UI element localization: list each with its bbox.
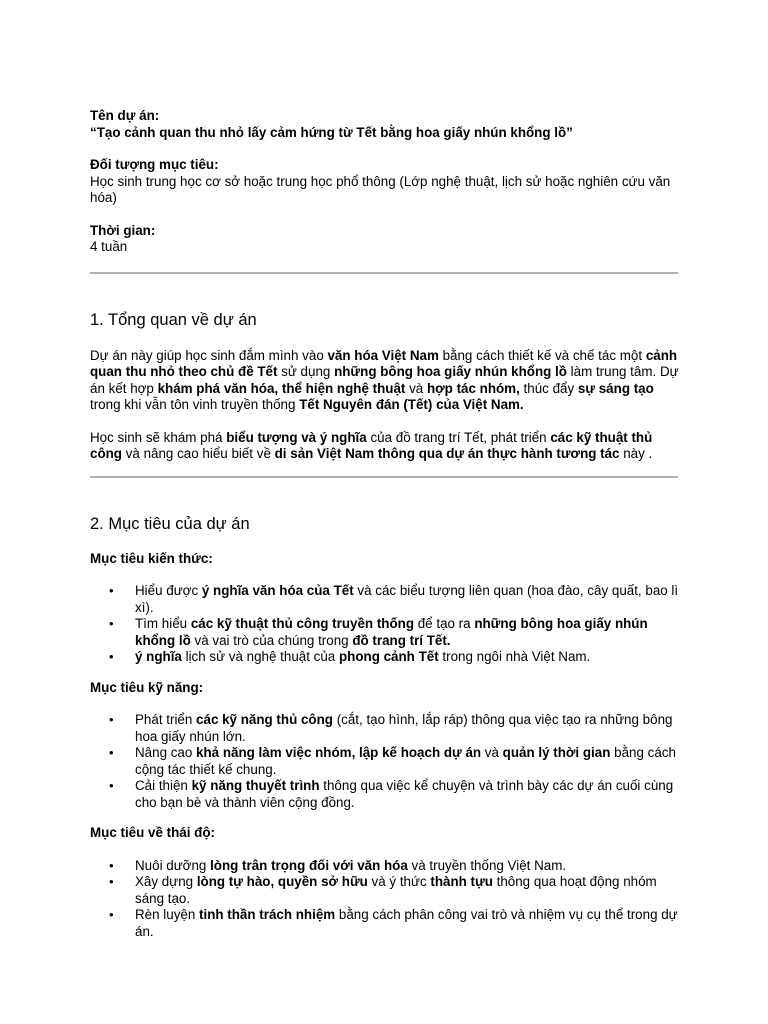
text-run: Hiểu được (135, 583, 202, 598)
bold-text: phong cảnh Tết (338, 649, 439, 664)
bold-text: những bông hoa giấy nhún khổng lồ (135, 616, 648, 648)
objectives-groups (90, 534, 680, 941)
bold-text: di sản Việt Nam thông qua dự án thực hành tương tác (274, 446, 620, 461)
bold-text: ý nghĩa văn hóa của Tết (201, 583, 354, 598)
bold-text: tinh thần trách nhiệm (199, 907, 336, 922)
section-1-paragraph-2 (90, 430, 680, 463)
text-run: thúc đẩy (519, 380, 578, 396)
bold-text: lòng trân trọng đối với văn hóa (210, 857, 408, 873)
bold-text: đồ trang trí Tết. (352, 632, 451, 648)
text-run: Phát triển (135, 712, 197, 727)
text-run: này . (619, 446, 653, 461)
bold-text: biểu tượng và ý nghĩa (226, 429, 367, 445)
bold-text: cảnh quan thu nhỏ theo chủ đề Tết (90, 347, 678, 379)
text-run: làm trung tâm. Dự án kết hợp (90, 364, 679, 396)
text-run: Dự án này giúp học sinh đắm mình vào (90, 347, 328, 363)
list-item (90, 712, 680, 745)
bold-text: sự sáng tạo (577, 380, 654, 396)
audience-label: Đối tượng mục tiêu: (90, 157, 219, 172)
duration-text: 4 tuần (90, 239, 128, 254)
text-run: bằng cách cộng tác thiết kế chung. (135, 745, 676, 777)
text-run: thông qua việc kể chuyện và trình bày các dự án cuối cùng cho bạn bè và thành viên cộng đồng. (135, 778, 674, 810)
bold-text: những bông hoa giấy nhún khổng lồ (334, 364, 567, 379)
objective-group-heading: Mục tiêu về thái độ: (90, 825, 215, 840)
text-run: Tìm hiểu (135, 616, 191, 631)
text-run: Cải thiện (135, 778, 192, 793)
document-page (90, 108, 680, 940)
bold-text: các kỹ thuật thủ công truyền thống (190, 616, 415, 631)
section-1-paragraph-1 (90, 348, 680, 414)
text-run: và (481, 745, 503, 760)
bold-text: văn hóa Việt Nam (327, 347, 439, 363)
text-run: và ý thức (367, 874, 431, 889)
bold-text: khám phá văn hóa, thể hiện nghệ thuật (157, 380, 406, 396)
text-run: và các biểu tượng liên quan (hoa đào, cây quất, bao lì xì). (135, 583, 679, 615)
list-item (90, 649, 680, 666)
section-2-title: 2. Mục tiêu của dự án (90, 514, 250, 533)
text-run: Học sinh sẽ khám phá (90, 429, 227, 445)
bold-text: các kỹ năng thủ công (196, 712, 333, 727)
audience-text: Học sinh trung học cơ sở hoặc trung học phổ thông (Lớp nghệ thuật, lịch sử hoặc nghiên cứu văn hóa) (90, 173, 671, 205)
objective-list (90, 583, 680, 666)
text-run: trong khi vẫn tôn vinh truyền thống (90, 397, 300, 412)
list-item (90, 583, 680, 616)
bold-text: khả năng làm việc nhóm, lập kế hoạch dự án (196, 745, 482, 760)
bold-text: các kỹ thuật thủ công (90, 429, 653, 461)
text-run: Nuôi dưỡng (135, 857, 211, 873)
bold-text: kỹ năng thuyết trình (191, 778, 320, 793)
text-run: Xây dựng (135, 874, 197, 889)
bold-text: Tết Nguyên đán (Tết) của Việt Nam. (299, 397, 524, 412)
duration-label: Thời gian: (90, 222, 156, 238)
list-item (90, 858, 680, 875)
text-run: và truyền thống Việt Nam. (407, 857, 567, 873)
project-name: “Tạo cảnh quan thu nhỏ lấy cảm hứng từ Tết bằng hoa giấy nhún khổng lồ” (90, 124, 573, 140)
objective-list (90, 712, 680, 811)
list-item (90, 745, 680, 778)
text-run: thông qua hoạt động nhóm sáng tạo. (135, 874, 657, 906)
list-item (90, 616, 680, 649)
text-run: Rèn luyện (135, 907, 200, 922)
objective-group-heading: Mục tiêu kỹ năng: (90, 679, 204, 695)
list-item (90, 778, 680, 811)
text-run: và (405, 380, 427, 396)
list-item (90, 907, 680, 940)
text-run: trong ngôi nhà Việt Nam. (438, 649, 591, 664)
bold-text: hợp tác nhóm, (426, 380, 520, 396)
list-item (90, 874, 680, 907)
text-run: và vai trò của chúng trong (190, 632, 353, 648)
text-run: bằng cách thiết kế và chế tác một (438, 347, 646, 363)
section-1-title: 1. Tổng quan về dự án (90, 310, 257, 329)
bold-text: lòng tự hào, quyền sở hữu (196, 874, 368, 889)
project-name-label: Tên dự án: (90, 108, 160, 123)
text-run: để tạo ra (414, 616, 475, 631)
text-run: lịch sử và nghệ thuật của (181, 649, 339, 664)
bold-text: thành tựu (430, 874, 493, 889)
bold-text: ý nghĩa (135, 649, 182, 664)
text-run: Nâng cao (135, 745, 197, 760)
text-run: và nâng cao hiểu biết về (122, 446, 275, 461)
text-run: bằng cách phân công vai trò và nhiệm vụ cụ thể trong dự án. (135, 907, 678, 939)
objective-list (90, 858, 680, 941)
text-run: sử dụng (277, 364, 335, 379)
text-run: (cắt, tạo hình, lắp ráp) thông qua việc tạo ra những bông hoa giấy nhún lớn. (135, 712, 673, 744)
objective-group-heading: Mục tiêu kiến thức: (90, 550, 213, 566)
bold-text: quản lý thời gian (502, 745, 611, 760)
text-run: của đồ trang trí Tết, phát triển (366, 429, 551, 445)
